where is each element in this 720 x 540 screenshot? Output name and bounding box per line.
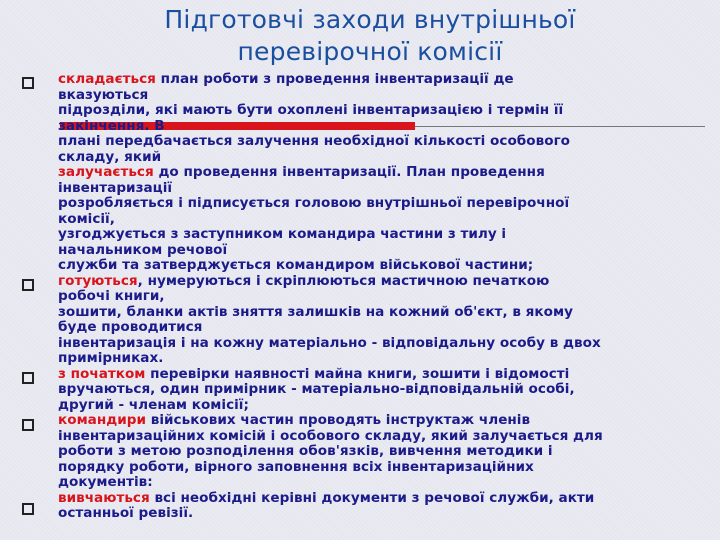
line-text: начальником речової xyxy=(58,241,228,258)
line-text: інвентаризації xyxy=(58,179,173,196)
line-text: підрозділи, які мають бути охоплені інвентаризацією і термін її xyxy=(58,102,564,118)
bullet-item-line xyxy=(58,227,708,243)
highlighted-keyword: готуються xyxy=(58,272,138,289)
line-text: всі необхідні керівні документи з речової служби, акти xyxy=(149,489,595,506)
bullet-item-line xyxy=(58,429,708,445)
bullet-item-line xyxy=(58,413,708,429)
bullet-item-line xyxy=(58,506,708,522)
highlighted-keyword: складається xyxy=(58,71,156,87)
line-text: порядку роботи, вірного заповнення всіх інвентаризаційних xyxy=(58,458,534,475)
highlighted-keyword: з початком xyxy=(58,365,146,382)
line-text: служби та затверджується командиром військової частини; xyxy=(58,257,534,273)
bullet-item-line xyxy=(58,196,708,212)
line-text: військових частин проводять інструктаж членів xyxy=(146,412,531,428)
line-text: вказуються xyxy=(58,86,149,103)
line-text: інвентаризаційних комісій і особового складу, який залучається для xyxy=(58,427,603,444)
bullet-item xyxy=(58,367,708,414)
line-text: план роботи з проведення інвентаризації де xyxy=(155,71,514,87)
line-text: робочі книги, xyxy=(58,288,165,304)
hollow-square-bullet-icon xyxy=(22,372,34,384)
bullet-item-line xyxy=(58,289,708,305)
bullet-item-line xyxy=(58,460,708,476)
highlighted-keyword: командири xyxy=(58,412,147,428)
bullet-item-line xyxy=(58,212,708,228)
hollow-square-bullet-icon xyxy=(22,503,34,515)
bullet-item-line xyxy=(58,444,708,460)
line-text: перевірки наявності майна книги, зошити і відомості xyxy=(145,365,570,382)
bullet-item-line xyxy=(58,305,708,321)
line-text: до проведення інвентаризації. План проведення xyxy=(153,164,545,180)
hollow-square-bullet-icon xyxy=(22,77,34,89)
bullet-item-line xyxy=(58,103,708,119)
bullet-item-line xyxy=(58,336,708,352)
bullet-item-line xyxy=(58,367,708,383)
line-text: зошити, бланки актів зняття залишків на кожний об'єкт, в якому xyxy=(58,303,573,320)
slide-title xyxy=(40,4,700,68)
highlighted-keyword: залучається xyxy=(58,164,154,180)
bullet-item xyxy=(58,72,708,274)
line-text: інвентаризація і на кожну матеріально - відповідальну особу в двох xyxy=(58,334,601,351)
bullet-item-line xyxy=(58,351,708,367)
bullet-list xyxy=(58,72,708,522)
bullet-item xyxy=(58,413,708,491)
bullet-item xyxy=(58,274,708,367)
bullet-item-line xyxy=(58,119,708,135)
bullet-item-line xyxy=(58,382,708,398)
bullet-item-line xyxy=(58,165,708,181)
line-text: буде проводитися xyxy=(58,319,203,335)
line-text: розробляється і підписується головою внутрішньої перевірочної xyxy=(58,195,570,211)
bullet-item-line xyxy=(58,475,708,491)
bullet-item-line xyxy=(58,181,708,197)
bullet-item-line xyxy=(58,88,708,104)
bullet-item xyxy=(58,491,708,522)
bullet-item-line xyxy=(58,320,708,336)
hollow-square-bullet-icon xyxy=(22,279,34,291)
line-text: комісії, xyxy=(58,210,115,227)
line-text: документів: xyxy=(58,474,153,490)
bullet-item-line xyxy=(58,491,708,507)
line-text: узгоджується з заступником командира частини з тилу і xyxy=(58,226,507,242)
line-text: , нумеруються і скріплюються мастичною печаткою xyxy=(137,272,550,289)
line-text: роботи з метою розподілення обов'язків, вивчення методики і xyxy=(58,443,553,459)
bullet-item-line xyxy=(58,274,708,290)
hollow-square-bullet-icon xyxy=(22,419,34,431)
slide-title-line-1: Підготовчі заходи внутрішньої xyxy=(164,5,576,34)
line-text: другий - членам комісії; xyxy=(58,396,249,413)
line-text: примірниках. xyxy=(58,350,164,366)
bullet-item-line xyxy=(58,398,708,414)
bullet-item-line xyxy=(58,258,708,274)
line-text: закінчення. В xyxy=(58,117,165,134)
highlighted-keyword: вивчаються xyxy=(58,489,150,506)
bullet-item-line xyxy=(58,134,708,150)
bullet-item-line xyxy=(58,72,708,88)
line-text: вручаються, один примірник - матеріально-відповідальній особі, xyxy=(58,381,575,397)
line-text: плані передбачається залучення необхідної кількості особового xyxy=(58,133,571,149)
slide-title-line-2: перевірочної комісії xyxy=(237,37,503,66)
bullet-item-line xyxy=(58,243,708,259)
bullet-item-line xyxy=(58,150,708,166)
line-text: складу, який xyxy=(58,148,162,165)
line-text: останньої ревізії. xyxy=(58,505,194,521)
